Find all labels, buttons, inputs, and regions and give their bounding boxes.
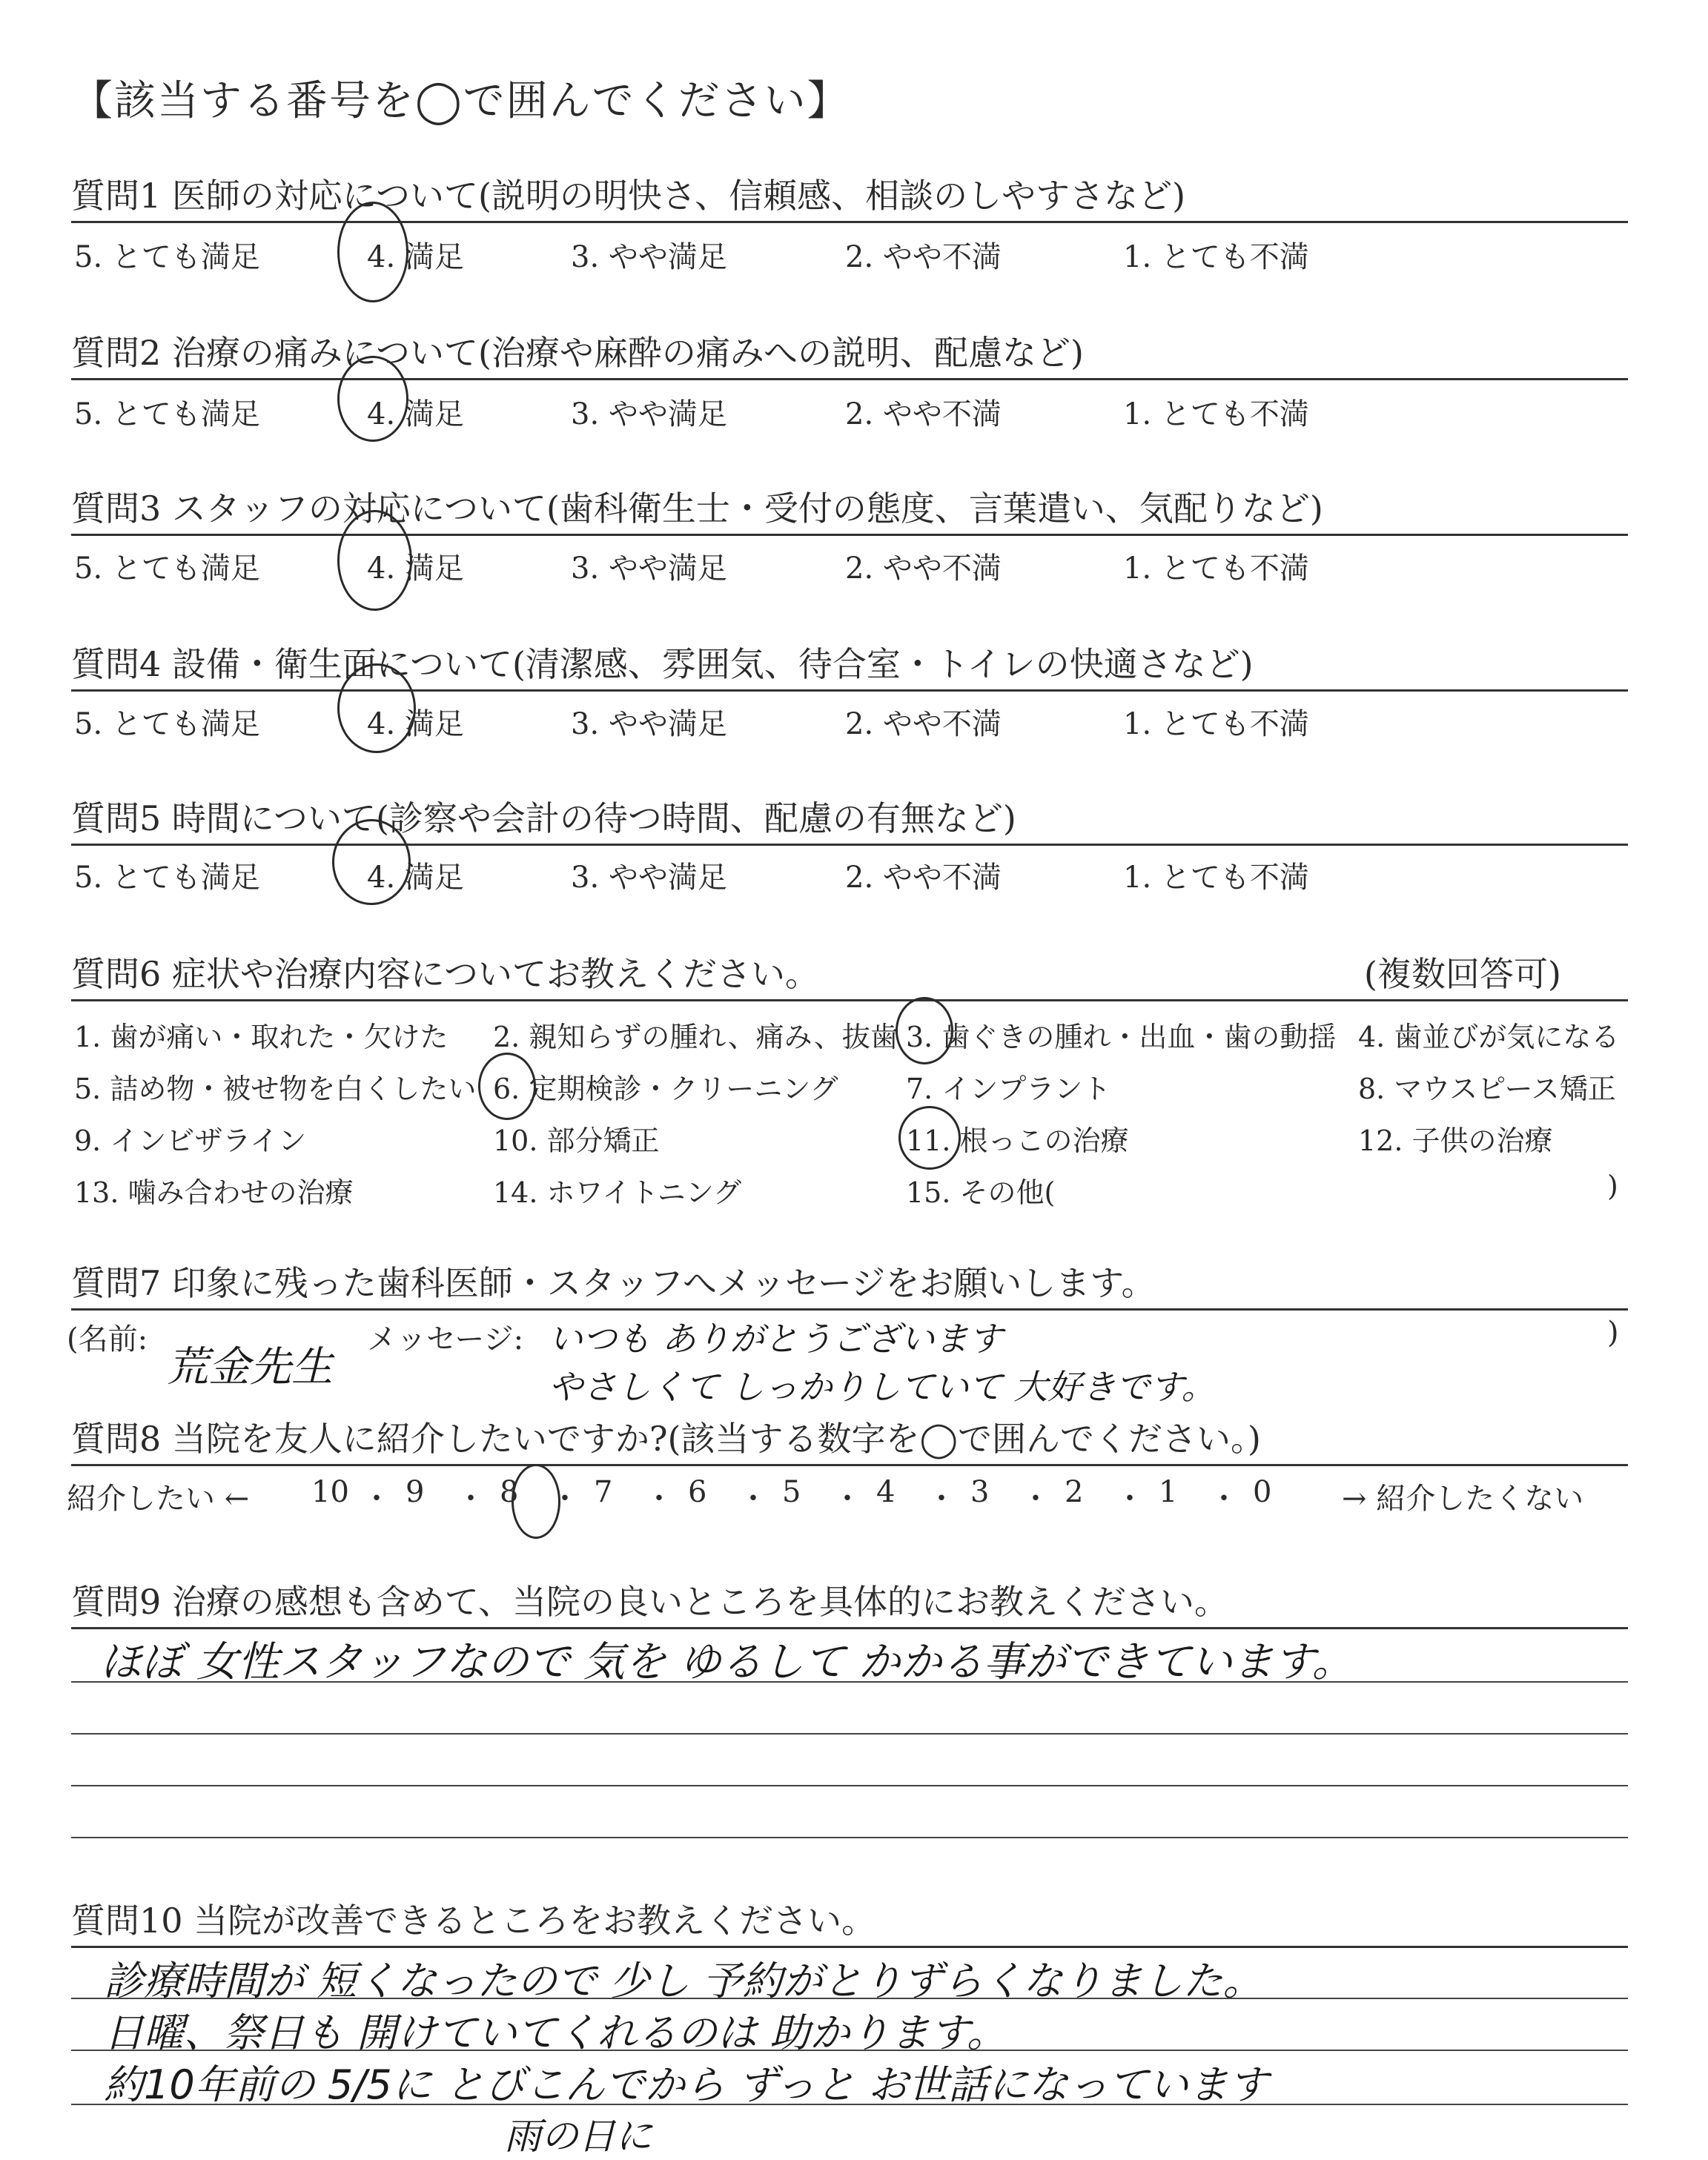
- q5-option-3[interactable]: 3. やや満足: [571, 861, 727, 895]
- q9-answer[interactable]: ほぼ 女性スタッフなので 気を ゆるして かかる事ができています。: [100, 1638, 1354, 1686]
- question-3-rule: [71, 534, 1628, 536]
- q3-option-2[interactable]: 2. やや不満: [845, 551, 1002, 586]
- q8-scale-separator: ・: [1115, 1482, 1145, 1516]
- q8-selection-circle: [512, 1464, 560, 1539]
- q7-name-value[interactable]: 荒金先生: [167, 1343, 333, 1391]
- question-10-label: 質問10 当院が改善できるところをお教えください。: [71, 1901, 876, 1941]
- q6-option-8[interactable]: 8. マウスピース矯正: [1358, 1073, 1616, 1105]
- q10-answer-line-1: [71, 1998, 1628, 1999]
- q10-answer-3[interactable]: 約10年前の 5/5に とびこんでから ずっと お世話になっています: [104, 2061, 1269, 2108]
- q8-scale-separator: ・: [644, 1482, 674, 1516]
- q4-option-2[interactable]: 2. やや不満: [845, 707, 1002, 741]
- q7-close-paren: ): [1607, 1316, 1619, 1350]
- q8-scale-9[interactable]: 9: [406, 1475, 425, 1509]
- question-6-note: (複数回答可): [1364, 954, 1561, 994]
- q6-option-6[interactable]: 6. 定期検診・クリーニング: [493, 1073, 838, 1105]
- q8-scale-separator: ・: [550, 1482, 580, 1516]
- q7-message-label: メッセージ:: [367, 1322, 524, 1356]
- q5-selection-circle: [332, 819, 411, 905]
- q2-option-2[interactable]: 2. やや不満: [845, 397, 1002, 431]
- question-9-label: 質問9 治療の感想も含めて、当院の良いところを具体的にお教えください。: [71, 1582, 1228, 1622]
- q8-scale-separator: ・: [1209, 1482, 1239, 1516]
- q6-option-9[interactable]: 9. インビザライン: [74, 1124, 307, 1157]
- q6-option-15-close: ): [1607, 1170, 1618, 1202]
- q8-scale-3[interactable]: 3: [970, 1475, 990, 1509]
- q1-option-4[interactable]: 4. 満足: [367, 240, 464, 274]
- q2-option-4[interactable]: 4. 満足: [367, 397, 464, 431]
- q10-answer-line-2: [71, 2050, 1628, 2051]
- q4-selection-circle: [337, 663, 416, 753]
- q6-selection-circle-6: [478, 1053, 536, 1120]
- q2-option-3[interactable]: 3. やや満足: [571, 397, 727, 431]
- q3-option-1[interactable]: 1. とても不満: [1123, 551, 1309, 586]
- q6-option-4[interactable]: 4. 歯並びが気になる: [1358, 1021, 1620, 1053]
- q2-selection-circle: [337, 356, 408, 442]
- q5-option-2[interactable]: 2. やや不満: [845, 861, 1002, 895]
- q5-option-5[interactable]: 5. とても満足: [74, 861, 260, 895]
- q8-scale-separator: ・: [738, 1482, 768, 1516]
- question-5-label: 質問5 時間について(診察や会計の待つ時間、配慮の有無など): [71, 798, 1016, 838]
- q8-scale-10[interactable]: 10: [311, 1475, 349, 1509]
- q7-message-line-1[interactable]: いつも ありがとうございます: [549, 1319, 1003, 1359]
- q2-option-1[interactable]: 1. とても不満: [1123, 397, 1309, 431]
- q8-scale-8[interactable]: 8: [500, 1475, 519, 1509]
- q8-scale-separator: ・: [1021, 1482, 1050, 1516]
- q8-scale-0[interactable]: 0: [1253, 1475, 1272, 1509]
- q6-option-13[interactable]: 13. 噛み合わせの治療: [74, 1176, 354, 1209]
- q8-scale-separator: ・: [927, 1482, 956, 1516]
- q1-selection-circle: [337, 202, 408, 302]
- q8-scale-separator: ・: [362, 1482, 391, 1516]
- q4-option-4[interactable]: 4. 満足: [367, 707, 464, 741]
- q8-scale-5[interactable]: 5: [782, 1475, 801, 1509]
- q8-right-label: → 紹介したくない: [1342, 1482, 1584, 1516]
- q8-scale-7[interactable]: 7: [594, 1475, 613, 1509]
- q6-option-2[interactable]: 2. 親知らずの腫れ、痛み、抜歯: [493, 1021, 898, 1053]
- question-2-rule: [71, 378, 1628, 380]
- q6-option-15[interactable]: 15. その他(: [906, 1176, 1056, 1209]
- question-6-rule: [71, 999, 1628, 1001]
- question-4-rule: [71, 689, 1628, 692]
- question-6-label: 質問6 症状や治療内容についてお教えください。: [71, 954, 819, 994]
- q6-option-10[interactable]: 10. 部分矯正: [493, 1124, 660, 1157]
- q6-selection-circle-3: [896, 997, 953, 1064]
- q8-scale-2[interactable]: 2: [1065, 1475, 1084, 1509]
- q10-answer-4[interactable]: 雨の日に: [504, 2115, 652, 2158]
- q4-option-1[interactable]: 1. とても不満: [1123, 707, 1309, 741]
- q8-scale-separator: ・: [456, 1482, 486, 1516]
- q5-option-1[interactable]: 1. とても不満: [1123, 861, 1309, 895]
- q7-name-label: (名前:: [67, 1322, 148, 1356]
- question-4-label: 質問4 設備・衛生面について(清潔感、雰囲気、待合室・トイレの快適さなど): [71, 644, 1254, 684]
- question-7-label: 質問7 印象に残った歯科医師・スタッフへメッセージをお願いします。: [71, 1263, 1156, 1303]
- q6-option-11[interactable]: 11. 根っこの治療: [906, 1124, 1129, 1157]
- q3-option-3[interactable]: 3. やや満足: [571, 551, 727, 586]
- q6-option-3[interactable]: 3. 歯ぐきの腫れ・出血・歯の動揺: [906, 1021, 1337, 1053]
- q8-scale-separator: ・: [833, 1482, 862, 1516]
- q8-scale-numbers: [311, 1475, 1320, 1516]
- q1-option-5[interactable]: 5. とても満足: [74, 240, 260, 274]
- q6-option-12[interactable]: 12. 子供の治療: [1358, 1124, 1553, 1157]
- q5-option-4[interactable]: 4. 満足: [367, 861, 464, 895]
- q3-option-5[interactable]: 5. とても満足: [74, 551, 260, 586]
- q9-answer-line-4: [71, 1837, 1628, 1838]
- question-5-rule: [71, 844, 1628, 846]
- q8-scale-4[interactable]: 4: [876, 1475, 896, 1509]
- q8-scale-1[interactable]: 1: [1159, 1475, 1178, 1509]
- q1-option-2[interactable]: 2. やや不満: [845, 240, 1002, 274]
- question-1-label: 質問1 医師の対応について(説明の明快さ、信頼感、相談のしやすさなど): [71, 176, 1186, 216]
- q9-answer-line-3: [71, 1785, 1628, 1786]
- question-1-rule: [71, 221, 1628, 223]
- question-2-label: 質問2 治療の痛みについて(治療や麻酔の痛みへの説明、配慮など): [71, 333, 1084, 373]
- q1-option-3[interactable]: 3. やや満足: [571, 240, 727, 274]
- q10-answer-2[interactable]: 日曜、祭日も 開けていてくれるのは 助かります。: [104, 2010, 1007, 2056]
- q8-scale-6[interactable]: 6: [688, 1475, 707, 1509]
- q3-option-4[interactable]: 4. 満足: [367, 551, 464, 586]
- page-heading: 【該当する番号を◯で囲んでください】: [71, 77, 850, 125]
- q6-selection-circle-11: [898, 1106, 961, 1170]
- question-7-rule: [71, 1308, 1628, 1311]
- q10-answer-line-3: [71, 2104, 1628, 2105]
- q6-option-1[interactable]: 1. 歯が痛い・取れた・欠けた: [74, 1021, 448, 1053]
- q2-option-5[interactable]: 5. とても満足: [74, 397, 260, 431]
- q9-answer-line-1: [71, 1681, 1628, 1683]
- q4-option-3[interactable]: 3. やや満足: [571, 707, 727, 741]
- q9-answer-line-2: [71, 1733, 1628, 1735]
- question-8-rule: [71, 1464, 1628, 1466]
- q6-option-7[interactable]: 7. インプラント: [906, 1073, 1111, 1105]
- q8-left-label: 紹介したい ←: [67, 1482, 250, 1516]
- question-10-rule: [71, 1946, 1628, 1948]
- q6-option-5[interactable]: 5. 詰め物・被せ物を白くしたい: [74, 1073, 477, 1105]
- question-8-label: 質問8 当院を友人に紹介したいですか?(該当する数字を◯で囲んでください。): [71, 1419, 1261, 1459]
- q10-answer-1[interactable]: 診療時間が 短くなったので 少し 予約がとりずらくなりました。: [104, 1958, 1263, 2004]
- q3-selection-circle: [337, 510, 412, 611]
- q7-message-line-2[interactable]: やさしくて しっかりしていて 大好きです。: [549, 1367, 1216, 1407]
- question-3-label: 質問3 スタッフの対応について(歯科衛生士・受付の態度、言葉遣い、気配りなど): [71, 488, 1323, 529]
- q4-option-5[interactable]: 5. とても満足: [74, 707, 260, 741]
- q6-option-14[interactable]: 14. ホワイトニング: [493, 1176, 742, 1209]
- q1-option-1[interactable]: 1. とても不満: [1123, 240, 1309, 274]
